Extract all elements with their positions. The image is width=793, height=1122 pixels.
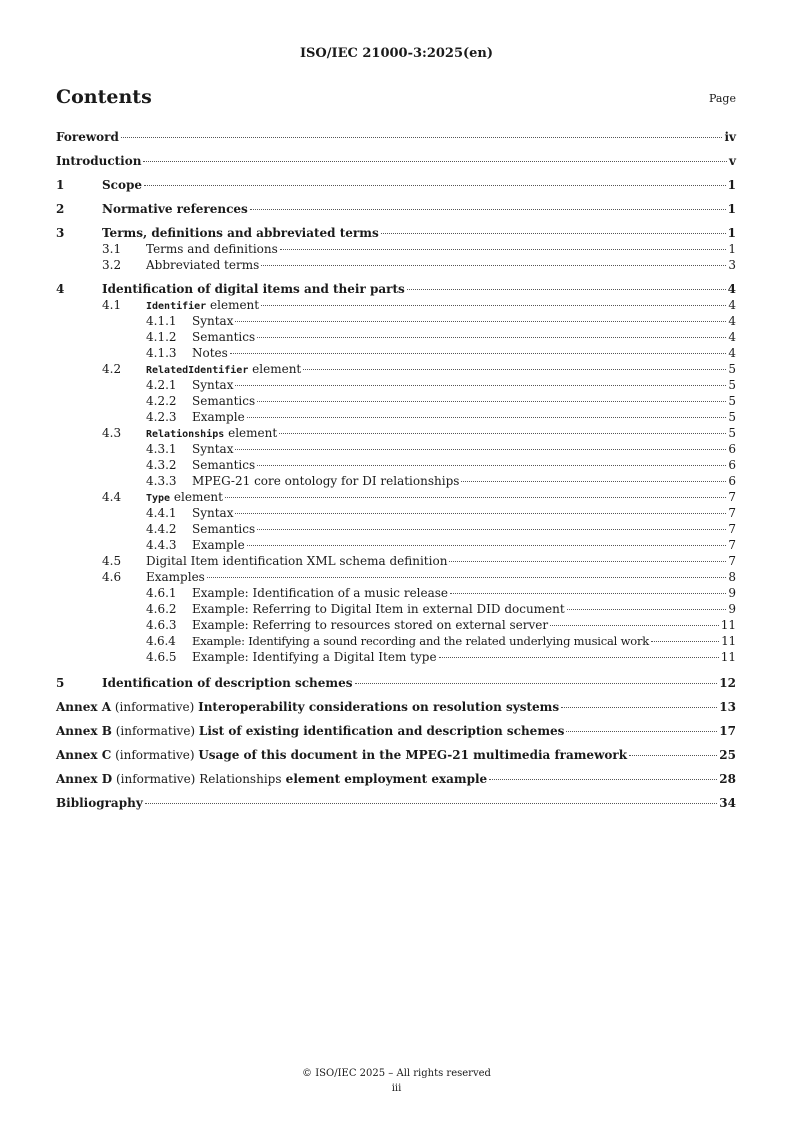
toc-entry-number: 4.6.3 <box>146 618 177 632</box>
dot-leader <box>629 755 717 756</box>
dot-leader <box>303 369 726 370</box>
dot-leader <box>230 353 727 354</box>
toc-entry-number: 3.2 <box>102 258 122 272</box>
toc-entry-title: Normative references <box>102 202 248 216</box>
page-column-label: Page <box>708 92 736 105</box>
annex-label: Annex C <box>56 748 112 762</box>
toc-entry-section-4-6[interactable] <box>56 569 736 585</box>
toc-entry-bibliography[interactable] <box>56 795 736 811</box>
dot-leader <box>651 641 719 642</box>
toc-entry-section-4-4-2[interactable] <box>56 521 736 537</box>
toc-entry-number: 3.1 <box>102 242 122 256</box>
toc-entry-section-4-5[interactable] <box>56 553 736 569</box>
toc-entry-section-4-4[interactable] <box>56 489 736 505</box>
toc-entry-title: Abbreviated terms <box>146 258 260 272</box>
toc-entry-title: Terms, definitions and abbreviated terms <box>102 226 379 240</box>
toc-entry-number: 4.3.1 <box>146 442 177 456</box>
toc-entry-page: 4 <box>728 346 736 360</box>
toc-entry-number: 4.1.1 <box>146 314 177 328</box>
toc-entry-page: 3 <box>728 258 736 272</box>
dot-leader <box>566 731 717 732</box>
toc-entry-number: 4.6.2 <box>146 602 177 616</box>
element-suffix: element <box>206 298 260 312</box>
dot-leader <box>279 433 726 434</box>
dot-leader <box>235 321 726 322</box>
toc-entry-number: 4.4.2 <box>146 522 177 536</box>
toc-entry-number: 4.3.2 <box>146 458 177 472</box>
toc-entry-page: 6 <box>728 442 736 456</box>
toc-entry-page: 6 <box>728 474 736 488</box>
toc-entry-page: 4 <box>727 282 736 296</box>
toc-entry-page: 9 <box>728 602 736 616</box>
toc-entry-section-3[interactable] <box>56 225 736 241</box>
toc-entry-section-4-1[interactable] <box>56 297 736 313</box>
toc-entry-foreword[interactable] <box>56 129 736 145</box>
annex-kind: (informative) <box>111 724 199 738</box>
dot-leader <box>121 137 723 138</box>
element-name-code: Relationships <box>146 429 225 440</box>
toc-entry-page: 11 <box>720 618 736 632</box>
toc-entry-section-1[interactable] <box>56 177 736 193</box>
toc-entry-page: 7 <box>728 522 736 536</box>
toc-entry-title: MPEG-21 core ontology for DI relationships <box>192 474 460 488</box>
toc-entry-title: Scope <box>102 178 143 192</box>
dot-leader <box>461 481 726 482</box>
annex-title: List of existing identification and description schemes <box>198 724 565 738</box>
toc-entry-page: 11 <box>720 650 736 664</box>
element-suffix: element <box>248 362 302 376</box>
toc-entry-title: Syntax <box>192 442 234 456</box>
toc-entry-number: 4.5 <box>102 554 122 568</box>
toc-entry-page: 6 <box>728 458 736 472</box>
toc-entry-number: 4.6.4 <box>146 634 176 648</box>
dot-leader <box>145 803 718 804</box>
dot-leader <box>381 233 726 234</box>
toc-entry-title: Syntax <box>192 314 234 328</box>
toc-entry-page: 7 <box>728 554 736 568</box>
toc-entry-section-3-2[interactable] <box>56 257 736 273</box>
toc-entry-title: Terms and definitions <box>146 242 278 256</box>
toc-entry-section-4-3-1[interactable] <box>56 441 736 457</box>
toc-entry-introduction[interactable] <box>56 153 736 169</box>
toc-entry-annex-b[interactable] <box>56 723 736 739</box>
toc-entry-page: 17 <box>719 724 736 738</box>
toc-entry-title <box>56 747 627 763</box>
toc-entry-section-5[interactable] <box>56 675 736 691</box>
toc-entry-number: 2 <box>56 202 65 216</box>
toc-entry-title: Identification of digital items and their parts <box>102 282 405 296</box>
toc-entry-number: 1 <box>56 178 65 192</box>
toc-entry-number: 4.1.3 <box>146 346 177 360</box>
toc-entry-title: Introduction <box>56 154 142 168</box>
toc-entry-number: 4.1.2 <box>146 330 177 344</box>
toc-entry-section-4-3-3[interactable] <box>56 473 736 489</box>
toc-entry-section-4-6-5[interactable] <box>56 649 736 665</box>
toc-entry-title: Syntax <box>192 378 234 392</box>
toc-entry-annex-c[interactable] <box>56 747 736 763</box>
dot-leader <box>261 265 726 266</box>
toc-entry-page: 4 <box>728 314 736 328</box>
annex-kind: (informative) <box>111 748 199 762</box>
toc-entry-number: 4.1 <box>102 298 122 312</box>
dot-leader <box>144 185 726 186</box>
copyright-notice: © ISO/IEC 2025 – All rights reserved <box>302 1068 491 1079</box>
toc-entry-annex-d[interactable] <box>56 771 736 787</box>
annex-kind: (informative) <box>111 700 199 714</box>
dot-leader <box>225 497 726 498</box>
toc-entry-number: 4.3 <box>102 426 122 440</box>
toc-entry-section-4-3[interactable] <box>56 425 736 441</box>
toc-entry-number: 4.3.3 <box>146 474 177 488</box>
toc-entry-page: 1 <box>727 202 736 216</box>
toc-entry-title <box>56 699 559 715</box>
toc-entry-title: Example: Referring to resources stored on external server <box>192 618 549 632</box>
dot-leader <box>250 209 726 210</box>
toc-entry-section-4-2-1[interactable] <box>56 377 736 393</box>
toc-entry-section-4-6-2[interactable] <box>56 601 736 617</box>
page-number: iii <box>391 1083 402 1094</box>
toc-entry-title: Semantics <box>192 522 256 536</box>
toc-entry-page: 25 <box>719 748 736 762</box>
dot-leader <box>550 625 719 626</box>
element-suffix: element <box>224 426 278 440</box>
annex-title: element employment example <box>281 772 488 786</box>
toc-entry-number: 4.2.3 <box>146 410 177 424</box>
toc-entry-number: 4.6.1 <box>146 586 177 600</box>
toc-entry-title: Semantics <box>192 330 256 344</box>
annex-label: Annex B <box>56 724 112 738</box>
dot-leader <box>257 401 726 402</box>
toc-entry-section-4-1-2[interactable] <box>56 329 736 345</box>
toc-entry-page: 34 <box>719 796 736 810</box>
toc-entry-page: 5 <box>728 394 736 408</box>
toc-entry-page: 12 <box>719 676 736 690</box>
toc-entry-number: 4.4.1 <box>146 506 177 520</box>
toc-entry-page: 5 <box>728 378 736 392</box>
dot-leader <box>280 249 727 250</box>
toc-entry-number: 4.4.3 <box>146 538 177 552</box>
toc-entry-title <box>56 723 564 739</box>
toc-entry-title: Example: Identifying a sound recording and the related underlying musical work <box>192 634 650 648</box>
element-name-code: Type <box>146 493 171 504</box>
dot-leader <box>407 289 726 290</box>
toc-entry-page: 7 <box>728 506 736 520</box>
toc-entry-section-4-6-3[interactable] <box>56 617 736 633</box>
toc-entry-number: 5 <box>56 676 65 690</box>
dot-leader <box>561 707 717 708</box>
toc-entry-section-3-1[interactable] <box>56 241 736 257</box>
toc-entry-annex-a[interactable] <box>56 699 736 715</box>
toc-entry-title: Digital Item identification XML schema definition <box>146 554 448 568</box>
toc-entry-section-4[interactable] <box>56 281 736 297</box>
toc-entry-page: 9 <box>728 586 736 600</box>
annex-plain-term: Relationships <box>199 772 282 786</box>
toc-entry-number: 4.6 <box>102 570 122 584</box>
toc-entry-section-4-4-3[interactable] <box>56 537 736 553</box>
dot-leader <box>355 683 718 684</box>
toc-entry-number: 4.2 <box>102 362 122 376</box>
toc-entry-section-4-4-1[interactable] <box>56 505 736 521</box>
dot-leader <box>450 593 726 594</box>
dot-leader <box>247 417 727 418</box>
toc-entry-section-4-1-1[interactable] <box>56 313 736 329</box>
dot-leader <box>235 385 726 386</box>
toc-entry-page: 5 <box>728 410 736 424</box>
toc-entry-page: 7 <box>728 490 736 504</box>
dot-leader <box>207 577 727 578</box>
contents-title: Contents <box>56 86 152 108</box>
dot-leader <box>261 305 726 306</box>
toc-entry-section-2[interactable] <box>56 201 736 217</box>
toc-entry-page: 1 <box>727 226 736 240</box>
dot-leader <box>235 513 726 514</box>
toc-entry-title: Example: Identifying a Digital Item type <box>192 650 437 664</box>
toc-entry-section-4-1-3[interactable] <box>56 345 736 361</box>
annex-label: Annex A <box>56 700 112 714</box>
toc-entry-title: Notes <box>192 346 228 360</box>
toc-entry-page: 28 <box>719 772 736 786</box>
dot-leader <box>257 465 726 466</box>
toc-entry-title: Example <box>192 538 245 552</box>
document-id-header: ISO/IEC 21000-3:2025(en) <box>299 46 494 61</box>
toc-entry-title: Semantics <box>192 458 256 472</box>
toc-entry-page: iv <box>724 130 736 144</box>
annex-kind: (informative) <box>112 772 200 786</box>
toc-entry-page: 11 <box>721 634 736 648</box>
toc-entry-title: Identification of description schemes <box>102 676 353 690</box>
dot-leader <box>235 449 726 450</box>
dot-leader <box>489 779 717 780</box>
toc-entry-title: Example: Referring to Digital Item in external DID document <box>192 602 565 616</box>
toc-entry-title: Example <box>192 410 245 424</box>
toc-entry-section-4-2-3[interactable] <box>56 409 736 425</box>
dot-leader <box>143 161 727 162</box>
dot-leader <box>257 529 726 530</box>
element-suffix: element <box>170 490 223 504</box>
toc-entry-number: 4.2.2 <box>146 394 177 408</box>
annex-title: Usage of this document in the MPEG-21 multimedia framework <box>198 748 628 762</box>
dot-leader <box>257 337 726 338</box>
toc-entry-page: v <box>729 154 736 168</box>
dot-leader <box>247 545 727 546</box>
toc-entry-title <box>56 771 487 787</box>
toc-entry-title: Foreword <box>56 130 119 144</box>
toc-entry-title: Syntax <box>192 506 234 520</box>
toc-entry-page: 5 <box>728 426 736 440</box>
toc-entry-section-4-6-1[interactable] <box>56 585 736 601</box>
page-footer <box>0 1066 793 1096</box>
toc-entry-title: Semantics <box>192 394 256 408</box>
element-name-code: RelatedIdentifier <box>146 365 249 376</box>
toc-entry-page: 4 <box>728 330 736 344</box>
dot-leader <box>567 609 727 610</box>
element-name-code: Identifier <box>146 301 207 312</box>
toc-entry-page: 1 <box>728 242 736 256</box>
toc-entry-page: 7 <box>728 538 736 552</box>
toc-entry-number: 4.6.5 <box>146 650 177 664</box>
toc-entry-title: Example: Identification of a music release <box>192 586 449 600</box>
toc-entry-number: 3 <box>56 226 65 240</box>
toc-entry-number: 4 <box>56 282 65 296</box>
dot-leader <box>439 657 719 658</box>
toc-entry-title: Examples <box>146 570 205 584</box>
dot-leader <box>449 561 726 562</box>
annex-label: Annex D <box>56 772 113 786</box>
toc-entry-page: 4 <box>728 298 736 312</box>
toc-entry-section-4-2[interactable] <box>56 361 736 377</box>
toc-entry-section-4-2-2[interactable] <box>56 393 736 409</box>
toc-entry-page: 1 <box>727 178 736 192</box>
toc-entry-number: 4.4 <box>102 490 122 504</box>
toc-entry-section-4-3-2[interactable] <box>56 457 736 473</box>
toc-entry-section-4-6-4[interactable] <box>56 633 736 649</box>
toc-entry-number: 4.2.1 <box>146 378 177 392</box>
toc-entry-page: 13 <box>719 700 736 714</box>
toc-entry-page: 8 <box>728 570 736 584</box>
toc-entry-title: Bibliography <box>56 796 143 810</box>
annex-title: Interoperability considerations on resolution systems <box>198 700 560 714</box>
toc-entry-page: 5 <box>728 362 736 376</box>
